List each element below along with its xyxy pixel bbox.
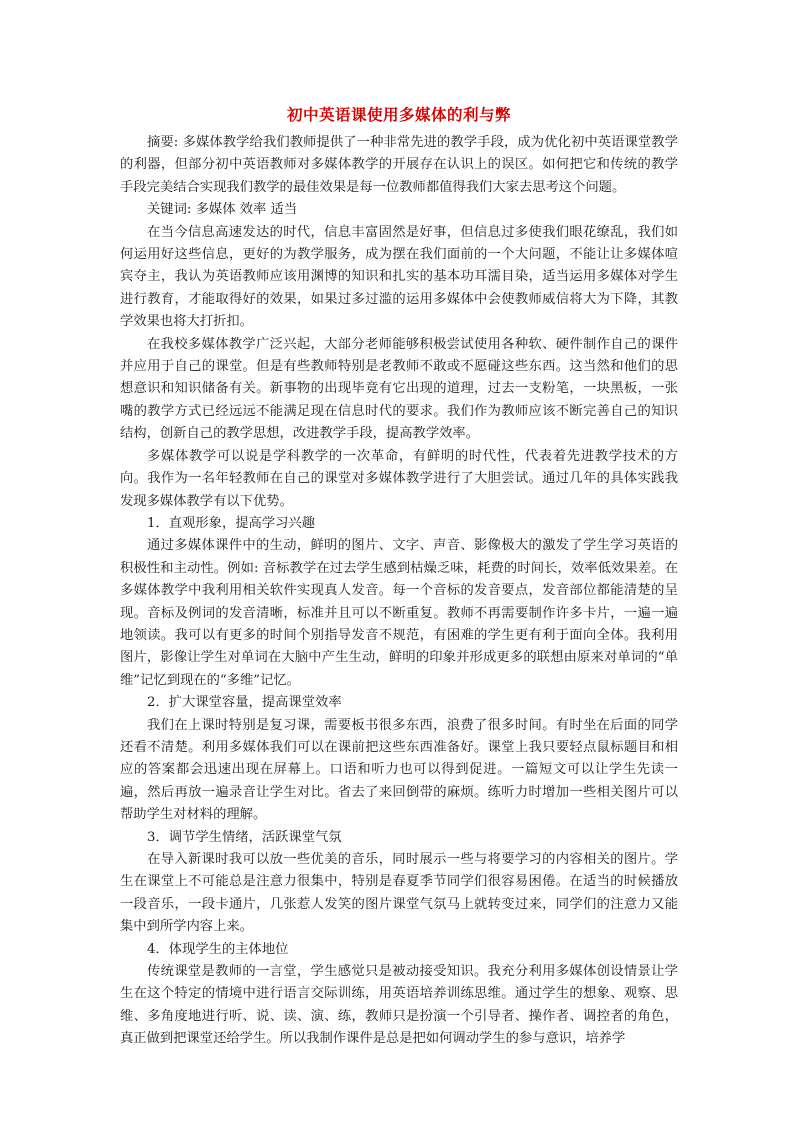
body-paragraph: 在当今信息高速发达的时代，信息丰富固然是好事，但信息过多使我们眼花缭乱，我们如何运用好这些信息，更好的为教学服务，成为摆在我们面前的一个大问题，不能让让多媒体喧宾夺主，我认为英语教师应该用渊博的知识和扎实的基本功耳濡目染，适当运用多媒体对学生进行教育，才能取得好的效果，如果过多过滥的运用多媒体中会使教师威信将大为下降，其教学效果也将大打折扣。: [120, 224, 678, 330]
section-heading-4: 4．体现学生的主体地位: [147, 941, 289, 957]
abstract-paragraph: 摘要: 多媒体教学给我们教师提供了一种非常先进的教学手段，成为优化初中英语课堂教学的利器，但部分初中英语教师对多媒体教学的开展存在认识上的误区。如何把它和传统的教学手段完美结合实现我们教学的最佳效果是每一位教师都值得我们大家去思考这个问题。: [120, 135, 678, 195]
section-heading-2: 2．扩大课堂容量，提高课堂效率: [147, 695, 342, 711]
body-paragraph: 我们在上课时特别是复习课，需要板书很多东西，浪费了很多时间。有时坐在后面的同学还看不清楚。利用多媒体我们可以在课前把这些东西准备好。课堂上我只要轻点鼠标题目和相应的答案都会迅速出现在屏幕上。口语和听力也可以得到促进。一篇短文可以让学生先读一遍，然后再放一遍录音让学生对比。省去了来回倒带的麻烦。练听力时增加一些相关图片可以帮助学生对材料的理解。: [120, 717, 678, 823]
body-paragraph: 通过多媒体课件中的生动，鲜明的图片、文字、声音、影像极大的激发了学生学习英语的积极性和主动性。例如: 音标教学在过去学生感到枯燥乏味，耗费的时间长，效率低效果差。在多媒体教学中我利用相关软件实现真人发音。每一个音标的发音要点，发音部位都能清楚的呈现。音标及例词的发音清晰，标准并且可以不断重复。教师不再需要制作许多卡片，一遍一遍地领读。我可以有更多的时间个别指导发音不规范，有困难的学生更有利于面向全体。我利用图片，影像让学生对单词在大脑中产生生动，鲜明的印象并形成更多的联想由原来对单词的“单维”记忆到现在的“多维”记忆。: [120, 538, 678, 688]
keywords-paragraph: 关键词: 多媒体 效率 适当: [147, 202, 298, 218]
document-title: 初中英语课使用多媒体的利与弊: [286, 105, 511, 124]
body-paragraph: 传统课堂是教师的一言堂，学生感觉只是被动接受知识。我充分利用多媒体创设情景让学生在这个特定的情境中进行语言交际训练，用英语培养训练思维。通过学生的想象、观察、思维、多角度地进行听、说、读、演、练，教师只是扮演一个引导者、操作者、调控者的角色，真正做到把课堂还给学生。所以我制作课件是总是把如何调动学生的参与意识，培养学: [120, 964, 678, 1047]
section-heading-3: 3．调节学生情绪，活跃课堂气氛: [147, 829, 342, 845]
document-page: [120, 104, 678, 1051]
body-paragraph: 在我校多媒体教学广泛兴起，大部分老师能够积极尝试使用各种软、硬件制作自己的课件并应用于自己的课堂。但是有些教师特别是老教师不敢或不愿碰这些东西。这当然和他们的思想意识和知识储备有关。新事物的出现毕竟有它出现的道理，过去一支粉笔，一块黑板，一张嘴的教学方式已经远远不能满足现在信息时代的要求。我们作为教师应该不断完善自己的知识结构，创新自己的教学思想，改进教学手段，提高教学效率。: [120, 336, 678, 442]
body-paragraph: 在导入新课时我可以放一些优美的音乐，同时展示一些与将要学习的内容相关的图片。学生在课堂上不可能总是注意力很集中，特别是春夏季节同学们很容易困倦。在适当的时候播放一段音乐，一段卡通片，几张惹人发笑的图片课堂气氛马上就转变过来，同学们的注意力又能集中到所学内容上来。: [120, 852, 678, 935]
body-paragraph: 多媒体教学可以说是学科教学的一次革命，有鲜明的时代性，代表着先进教学技术的方向。我作为一名年轻教师在自己的课堂对多媒体教学进行了大胆尝试。通过几年的具体实践我发现多媒体教学有以下优势。: [120, 448, 678, 509]
section-heading-1: 1．直观形象，提高学习兴趣: [147, 515, 316, 531]
